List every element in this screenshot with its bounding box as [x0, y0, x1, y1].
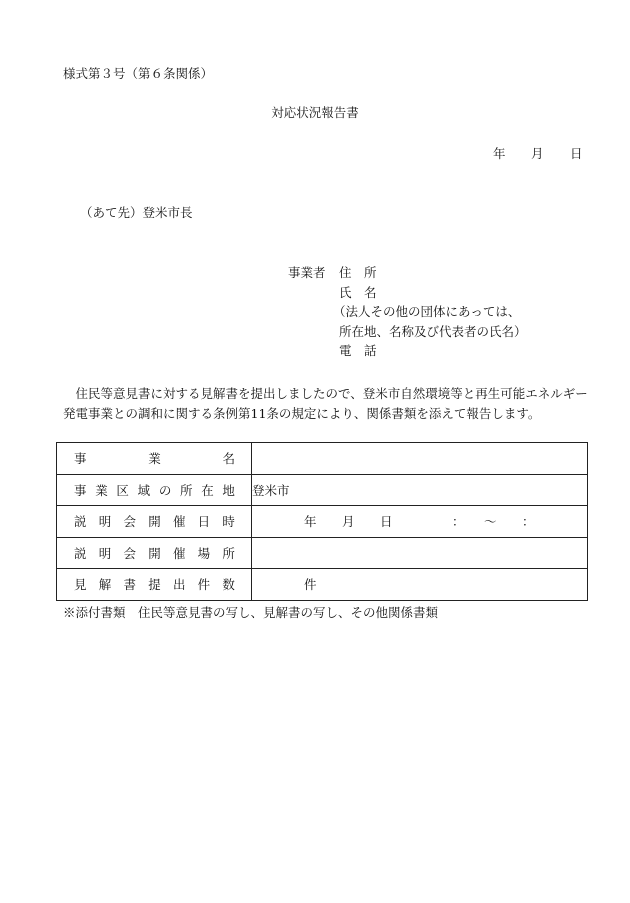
project-name-value	[252, 443, 588, 475]
label-char: 数	[222, 577, 235, 593]
label-char: 事	[74, 482, 87, 498]
attachments-note: ※添付書類 住民等意見書の写し、見解書の写し、その他関係書類	[63, 605, 439, 620]
opinion-count-value	[252, 569, 588, 601]
label-char: 説	[74, 545, 87, 561]
label-char: 催	[172, 545, 186, 561]
label-char: 解	[98, 577, 112, 593]
date-day: 日	[570, 146, 583, 161]
label-char: 所	[180, 482, 193, 498]
label-char: 区	[116, 482, 129, 498]
count-unit: 件	[304, 577, 317, 593]
document-title: 対応状況報告書	[271, 105, 359, 120]
corporate-note-1: （法人その他の団体にあっては、	[333, 304, 521, 319]
meeting-datetime-value	[252, 506, 588, 538]
table-row	[57, 537, 588, 569]
dt-day: 日	[380, 514, 393, 530]
label-char: 事	[74, 451, 87, 467]
name-label: 氏 名	[339, 284, 377, 300]
addressee: （あて先）登米市長	[80, 205, 193, 220]
address-label: 住 所	[339, 265, 377, 280]
corporate-note-2: 所在地、名称及び代表者の氏名）	[339, 323, 527, 339]
label-char: 日	[197, 514, 211, 530]
dt-range: ～	[484, 514, 497, 530]
label-char: 時	[222, 514, 235, 530]
label-char: 説	[74, 514, 87, 530]
label-char: 出	[172, 577, 186, 593]
table-row	[57, 569, 588, 601]
project-location-value: 登米市	[252, 474, 588, 506]
report-date	[493, 146, 583, 162]
dt-year: 年	[304, 514, 317, 530]
label-char: 業	[95, 482, 108, 498]
label-char: の	[158, 482, 172, 498]
meeting-venue-label	[57, 537, 252, 569]
date-year: 年	[493, 146, 506, 161]
form-number: 様式第３号（第６条関係）	[63, 66, 214, 81]
label-char: 件	[197, 577, 211, 593]
phone-label: 電 話	[339, 343, 377, 358]
report-table	[56, 442, 588, 601]
label-char: 提	[148, 577, 161, 593]
label-char: 所	[222, 545, 235, 561]
dt-colon-end: ：	[522, 514, 535, 530]
table-row	[57, 506, 588, 538]
label-char: 明	[98, 545, 112, 561]
label-char: 名	[222, 451, 235, 467]
label-char: 開	[148, 545, 161, 561]
label-char: 在	[201, 482, 214, 498]
label-char: 見	[74, 577, 87, 593]
meeting-datetime-label	[57, 506, 252, 538]
meeting-venue-value	[252, 537, 588, 569]
dt-colon-start: ：	[452, 514, 465, 530]
sender-block	[288, 263, 527, 361]
label-char: 開	[148, 514, 161, 530]
label-char: 地	[222, 482, 235, 498]
label-char: 会	[123, 545, 136, 561]
label-char: 場	[197, 545, 211, 561]
label-char: 業	[148, 451, 161, 467]
sender-label: 事業者	[288, 265, 326, 280]
opinion-count-label	[57, 569, 252, 601]
label-char: 会	[123, 514, 136, 530]
dt-month: 月	[342, 514, 355, 530]
report-body: 住民等意見書に対する見解書を提出しましたので、登米市自然環境等と再生可能エネルギー発電事業との調和に関する条例第11条の規定により、関係書類を添えて報告します。	[63, 386, 588, 421]
table-row	[57, 474, 588, 506]
project-location-label	[57, 474, 252, 506]
table-row	[57, 443, 588, 475]
project-name-label	[57, 443, 252, 475]
label-char: 域	[137, 482, 151, 498]
label-char: 催	[172, 514, 186, 530]
label-char: 書	[123, 577, 136, 593]
label-char: 明	[98, 514, 112, 530]
date-month: 月	[531, 146, 544, 161]
